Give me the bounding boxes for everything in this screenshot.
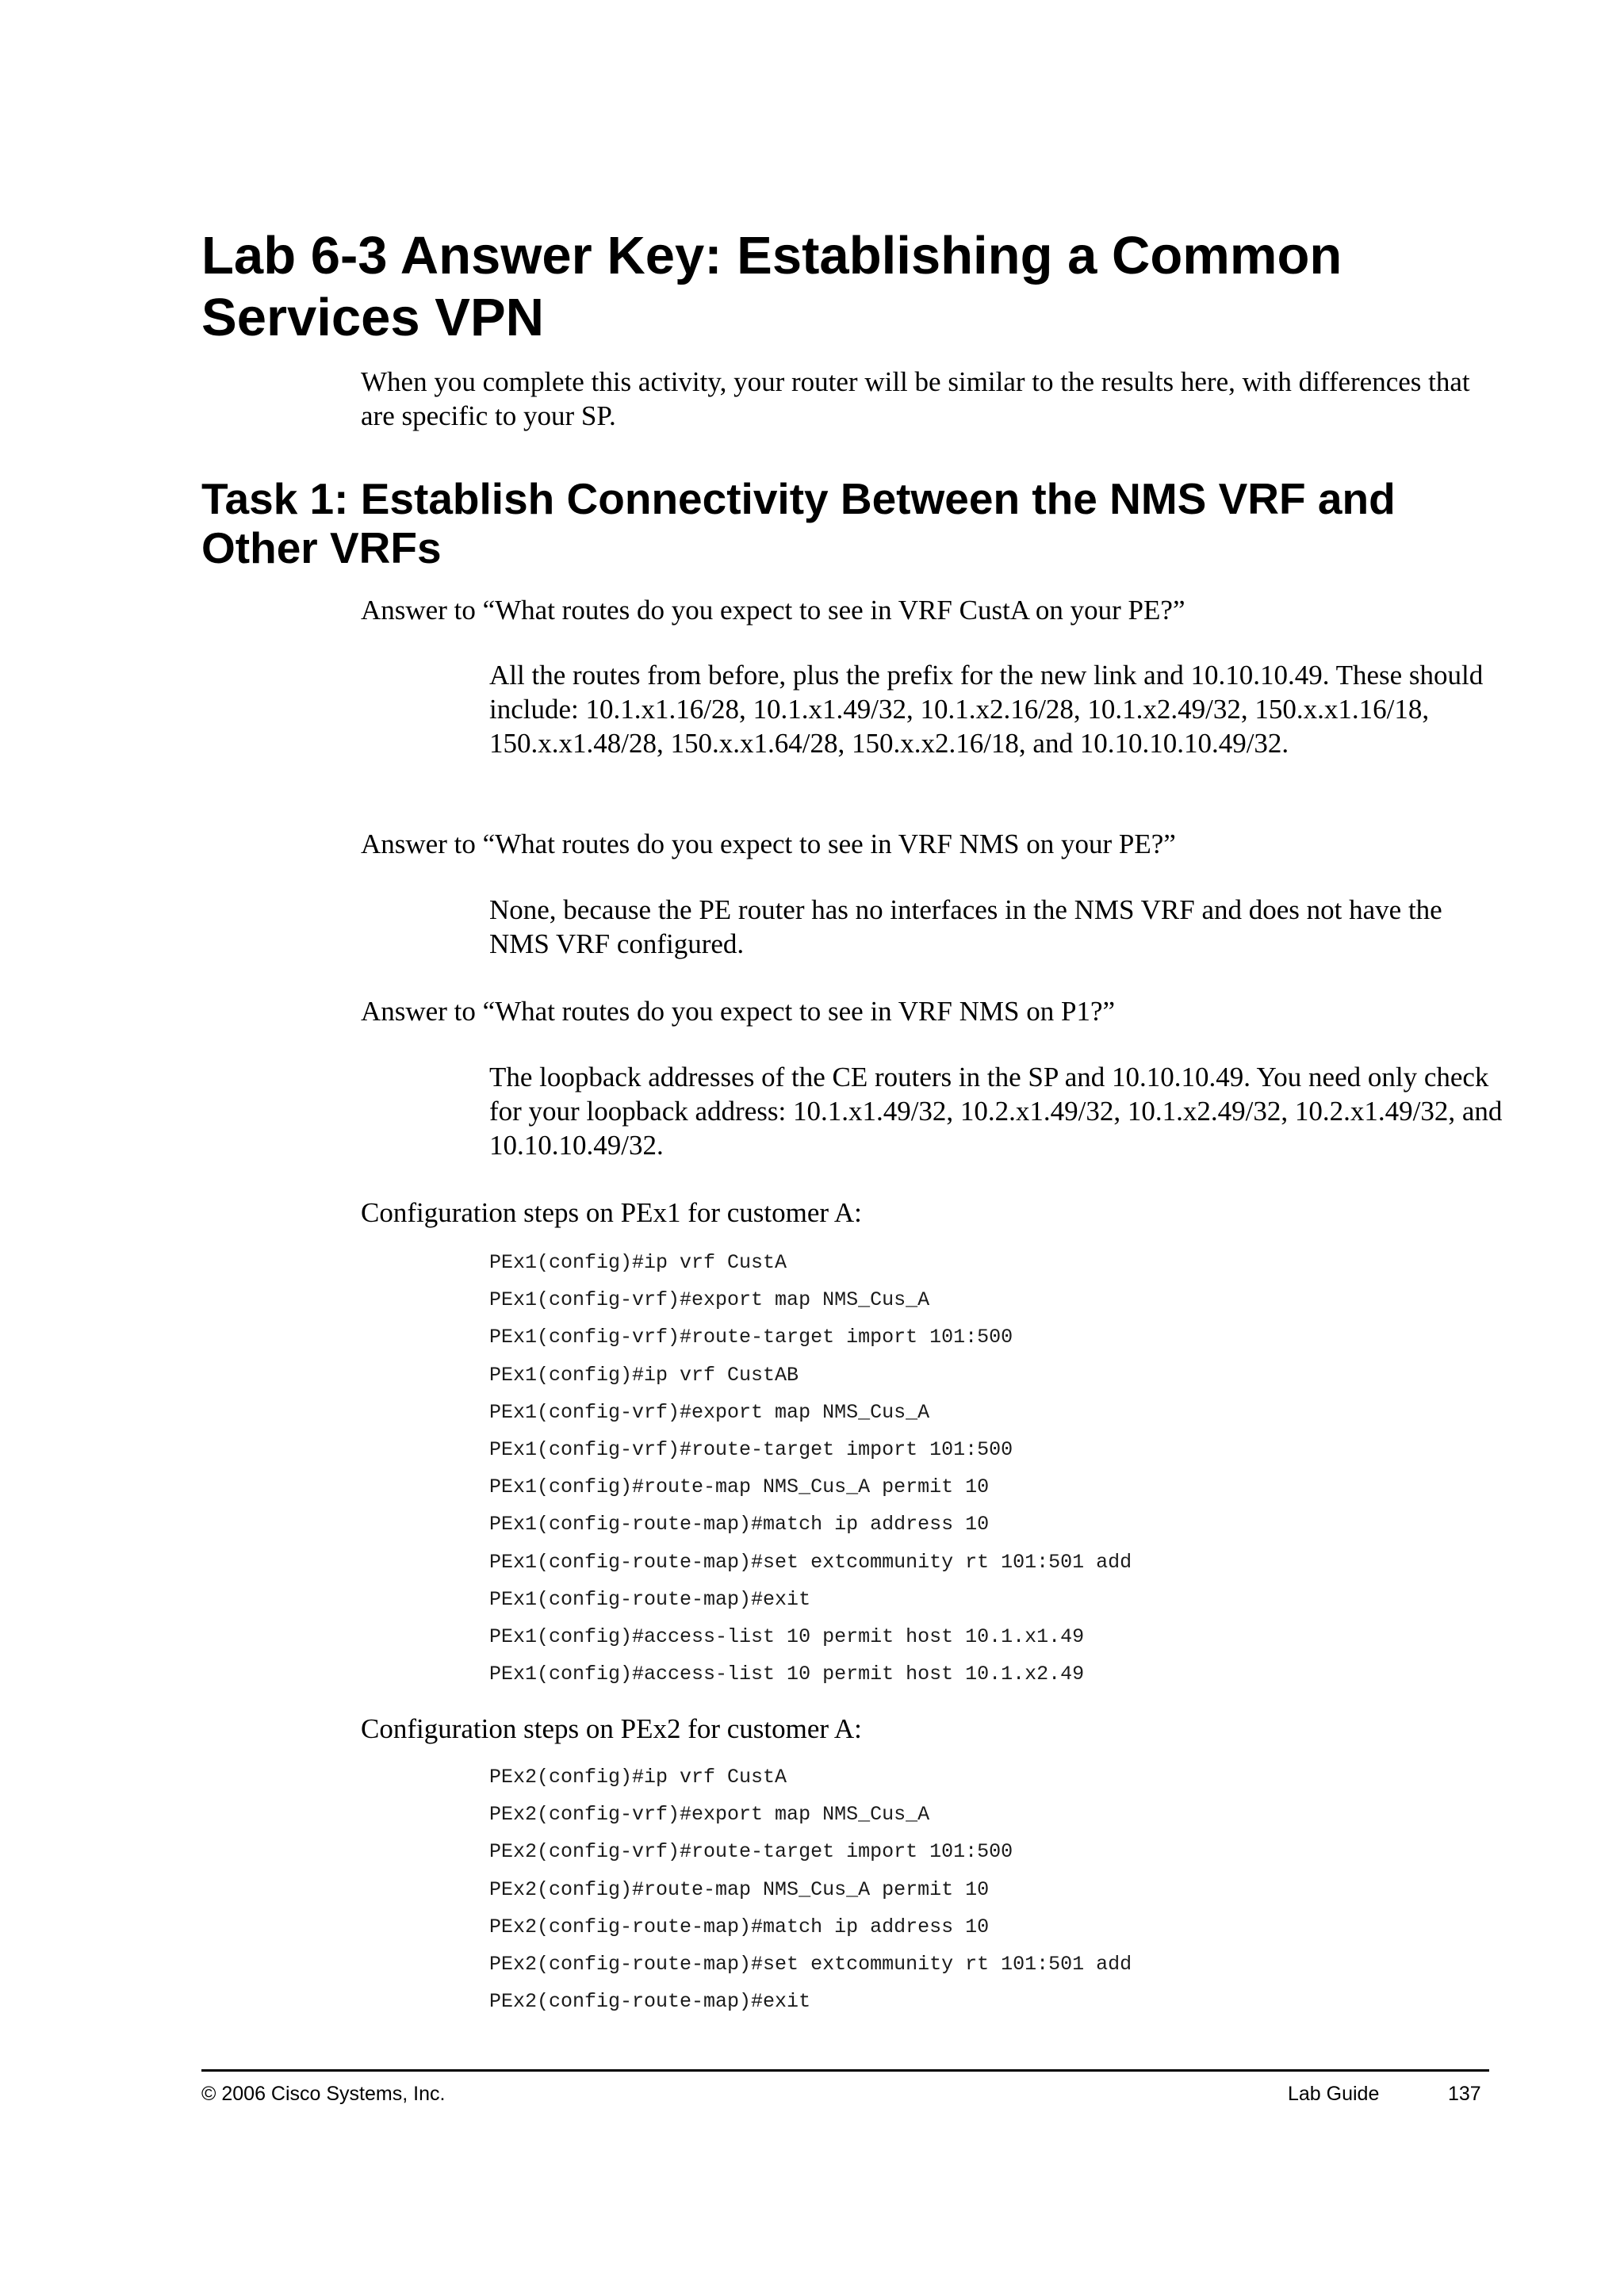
code-line: PEx2(config)#route-map NMS_Cus_A permit 10 (489, 1877, 990, 1901)
code-line: PEx1(config-route-map)#match ip address 10 (489, 1513, 990, 1536)
answer-vrf-nms-p1: The loopback addresses of the CE routers in the SP and 10.10.10.49. You need only check for your loopback address: 10.1.x1.49/32, 10.2.x1.49/32, 10.1.x2.49/32, 10.2.x1.49/32, and 10.10.10.49/32. (489, 1062, 1503, 1161)
pe1-config-commands (489, 1244, 1132, 1693)
page-title: Lab 6-3 Answer Key: Establishing a Common Services VPN (201, 226, 1342, 347)
code-line: PEx1(config)#access-list 10 permit host 10.1.x1.49 (489, 1624, 1085, 1648)
code-line: PEx1(config-vrf)#export map NMS_Cus_A (489, 1288, 930, 1312)
question-vrf-nms-p1: Answer to “What routes do you expect to see in VRF NMS on P1?” (361, 996, 1116, 1027)
pe1-config-label: Configuration steps on PEx1 for customer A: (361, 1197, 862, 1228)
task-heading: Task 1: Establish Connectivity Between the NMS VRF and Other VRFs (201, 474, 1396, 572)
code-line: PEx2(config-vrf)#route-target import 101:500 (489, 1840, 1013, 1864)
code-line: PEx1(config-route-map)#exit (489, 1587, 811, 1611)
answer-vrf-custa: All the routes from before, plus the prefix for the new link and 10.10.10.49. These should include: 10.1.x1.16/28, 10.1.x1.49/32, 10.1.x2.16/28, 10.1.x2.49/32, 150.x.x1.16/18, 150.x.x1.48/28, 150.x.x1.64/28, 150.x.x2.16/18, and 10.10.10.10.49/32. (489, 660, 1484, 759)
code-line: PEx1(config-route-map)#set extcommunity rt 101:501 add (489, 1550, 1132, 1574)
code-line: PEx1(config)#access-list 10 permit host 10.1.x2.49 (489, 1663, 1085, 1686)
intro-paragraph: When you complete this activity, your router will be similar to the results here, with differences that are specific to your SP. (361, 366, 1470, 431)
code-line: PEx1(config-vrf)#export map NMS_Cus_A (489, 1400, 930, 1424)
question-vrf-custa: Answer to “What routes do you expect to see in VRF CustA on your PE?” (361, 595, 1185, 626)
code-line: PEx1(config-vrf)#route-target import 101:500 (489, 1437, 1013, 1461)
footer-page-number: 137 (1448, 2083, 1481, 2105)
pe2-config-label: Configuration steps on PEx2 for customer A: (361, 1713, 862, 1744)
code-line: PEx2(config-vrf)#export map NMS_Cus_A (489, 1803, 930, 1827)
code-line: PEx2(config)#ip vrf CustA (489, 1766, 787, 1789)
footer-divider (201, 2069, 1489, 2072)
footer-guide-label: Lab Guide (1288, 2083, 1380, 2105)
answer-vrf-nms-pe: None, because the PE router has no interfaces in the NMS VRF and does not have the NMS VRF configured. (489, 894, 1442, 959)
code-line: PEx2(config-route-map)#match ip address 10 (489, 1915, 990, 1938)
code-line: PEx1(config)#ip vrf CustA (489, 1251, 787, 1274)
code-line: PEx1(config)#route-map NMS_Cus_A permit 10 (489, 1475, 990, 1499)
footer-copyright: © 2006 Cisco Systems, Inc. (201, 2083, 446, 2105)
question-vrf-nms-pe: Answer to “What routes do you expect to see in VRF NMS on your PE?” (361, 828, 1176, 859)
code-line: PEx2(config-route-map)#set extcommunity rt 101:501 add (489, 1952, 1132, 1976)
code-line: PEx1(config)#ip vrf CustAB (489, 1363, 799, 1387)
code-line: PEx2(config-route-map)#exit (489, 1990, 811, 2014)
code-line: PEx1(config-vrf)#route-target import 101:500 (489, 1326, 1013, 1349)
pe2-config-commands (489, 1758, 1132, 2020)
